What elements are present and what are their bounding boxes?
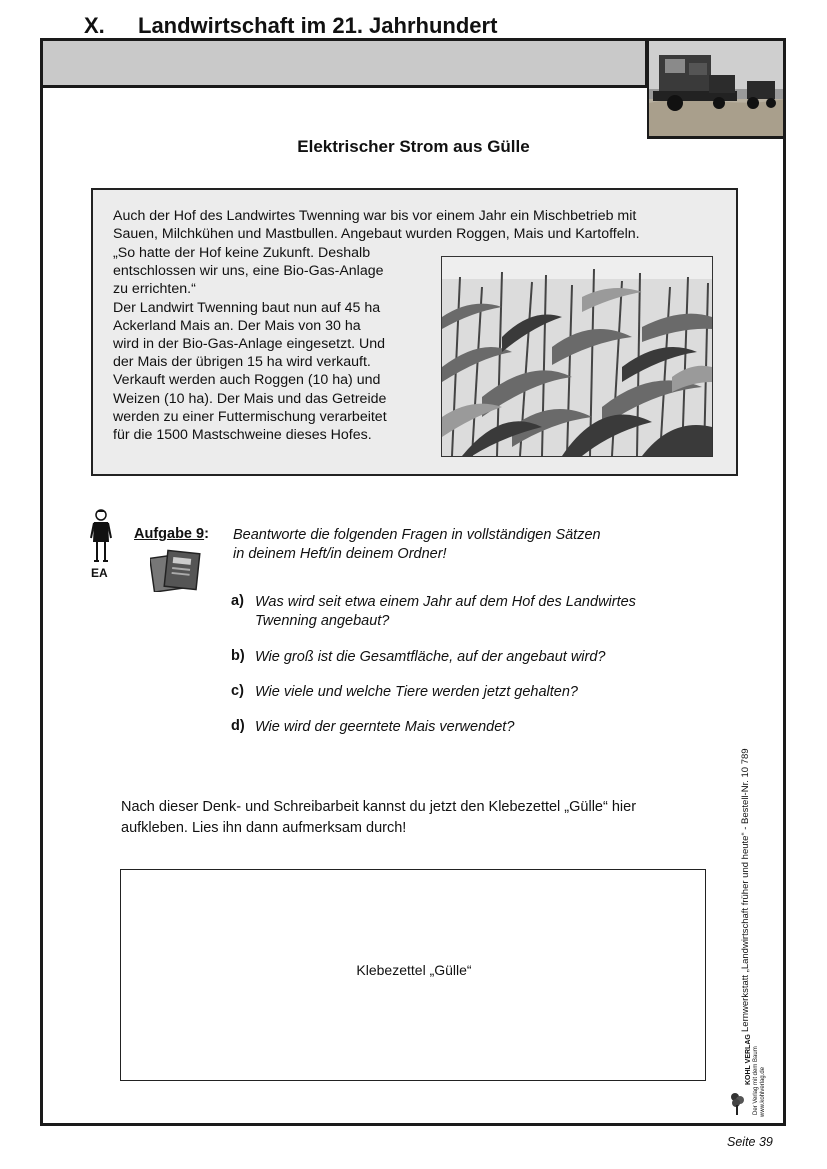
task-label-text: Aufgabe 9 bbox=[134, 526, 205, 542]
question-letter: c) bbox=[231, 683, 244, 699]
article-line: Ackerland Mais an. Der Mais von 30 ha bbox=[113, 317, 361, 334]
cornfield-photo bbox=[441, 256, 713, 457]
cornfield-icon bbox=[442, 257, 712, 456]
question-text: Wie wird der geerntete Mais verwendet? bbox=[255, 719, 515, 735]
note-line: aufkleben. Lies ihn dann aufmerksam durch! bbox=[121, 820, 407, 836]
article-line: entschlossen wir uns, eine Bio-Gas-Anlage bbox=[113, 263, 384, 280]
article-line: werden zu einer Futtermischung verarbeitet bbox=[113, 408, 387, 425]
article-line: zu errichten.“ bbox=[113, 281, 196, 298]
publisher-slogan: Der Verlag mit dem Baum bbox=[753, 1046, 759, 1115]
question-letter: b) bbox=[231, 648, 245, 664]
question-text: Wie viele und welche Tiere werden jetzt gehalten? bbox=[255, 684, 578, 700]
article-line: Auch der Hof des Landwirtes Twenning war bis vor einem Jahr ein Mischbetrieb mit bbox=[113, 208, 637, 224]
page-number: Seite 39 bbox=[727, 1135, 773, 1149]
notebook-icon bbox=[150, 548, 202, 592]
article-line: Sauen, Milchkühen und Mastbullen. Angebaut wurden Roggen, Mais und Kartoffeln. bbox=[113, 226, 640, 242]
tree-icon bbox=[730, 1091, 744, 1115]
series-info: Lernwerkstatt „Landwirtschaft früher und heute“ - Bestell-Nr. 10 789 bbox=[740, 748, 751, 1032]
student-figure-icon bbox=[90, 508, 112, 564]
question-text: Wie groß ist die Gesamtfläche, auf der angebaut wird? bbox=[255, 649, 606, 665]
question-line: Twenning angebaut? bbox=[255, 613, 390, 629]
task-instruction-line: in deinem Heft/in deinem Ordner! bbox=[233, 546, 447, 562]
article-line: Verkauft werden auch Roggen (10 ha) und bbox=[113, 372, 381, 389]
combine-harvester-icon bbox=[649, 41, 785, 139]
work-mode-label: EA bbox=[91, 566, 108, 580]
chapter-number: X. bbox=[84, 13, 105, 38]
sticker-note bbox=[121, 797, 721, 839]
note-line: Nach dieser Denk- und Schreibarbeit kannst du jetzt den Klebezettel „Gülle“ hier bbox=[121, 799, 637, 815]
task-label-colon: : bbox=[204, 526, 209, 542]
article-line: „So hatte der Hof keine Zukunft. Deshalb bbox=[113, 245, 371, 261]
article-paragraph bbox=[113, 244, 425, 444]
question-line: Was wird seit etwa einem Jahr auf dem Hof des Landwirtes bbox=[255, 594, 636, 610]
article-line: Weizen (10 ha). Der Mais und das Getreide bbox=[113, 390, 387, 407]
article-line: Der Landwirt Twenning baut nun auf 45 ha bbox=[113, 299, 381, 316]
question-text bbox=[255, 593, 636, 631]
article-line: wird in der Bio-Gas-Anlage eingesetzt. Und bbox=[113, 336, 386, 353]
task-label bbox=[134, 526, 209, 542]
article-line: der Mais der übrigen 15 ha wird verkauft. bbox=[113, 354, 371, 371]
publisher-logo bbox=[730, 1034, 766, 1117]
article-line: für die 1500 Mastschweine dieses Hofes. bbox=[113, 427, 372, 444]
chapter-header bbox=[40, 38, 648, 88]
combine-harvester-photo bbox=[647, 38, 786, 139]
sticker-label: Klebezettel „Gülle“ bbox=[356, 962, 472, 978]
article-title: Elektrischer Strom aus Gülle bbox=[297, 137, 530, 156]
question-letter: a) bbox=[231, 593, 244, 609]
question-letter: d) bbox=[231, 718, 245, 734]
sticker-area bbox=[120, 869, 706, 1081]
task-instruction bbox=[233, 526, 601, 564]
publisher-url: www.kohlverlag.de bbox=[760, 1066, 766, 1117]
publisher-name: KOHL VERLAG bbox=[745, 1034, 752, 1085]
chapter-title: Landwirtschaft im 21. Jahrhundert bbox=[138, 13, 498, 38]
task-instruction-line: Beantworte die folgenden Fragen in vollständigen Sätzen bbox=[233, 527, 601, 543]
